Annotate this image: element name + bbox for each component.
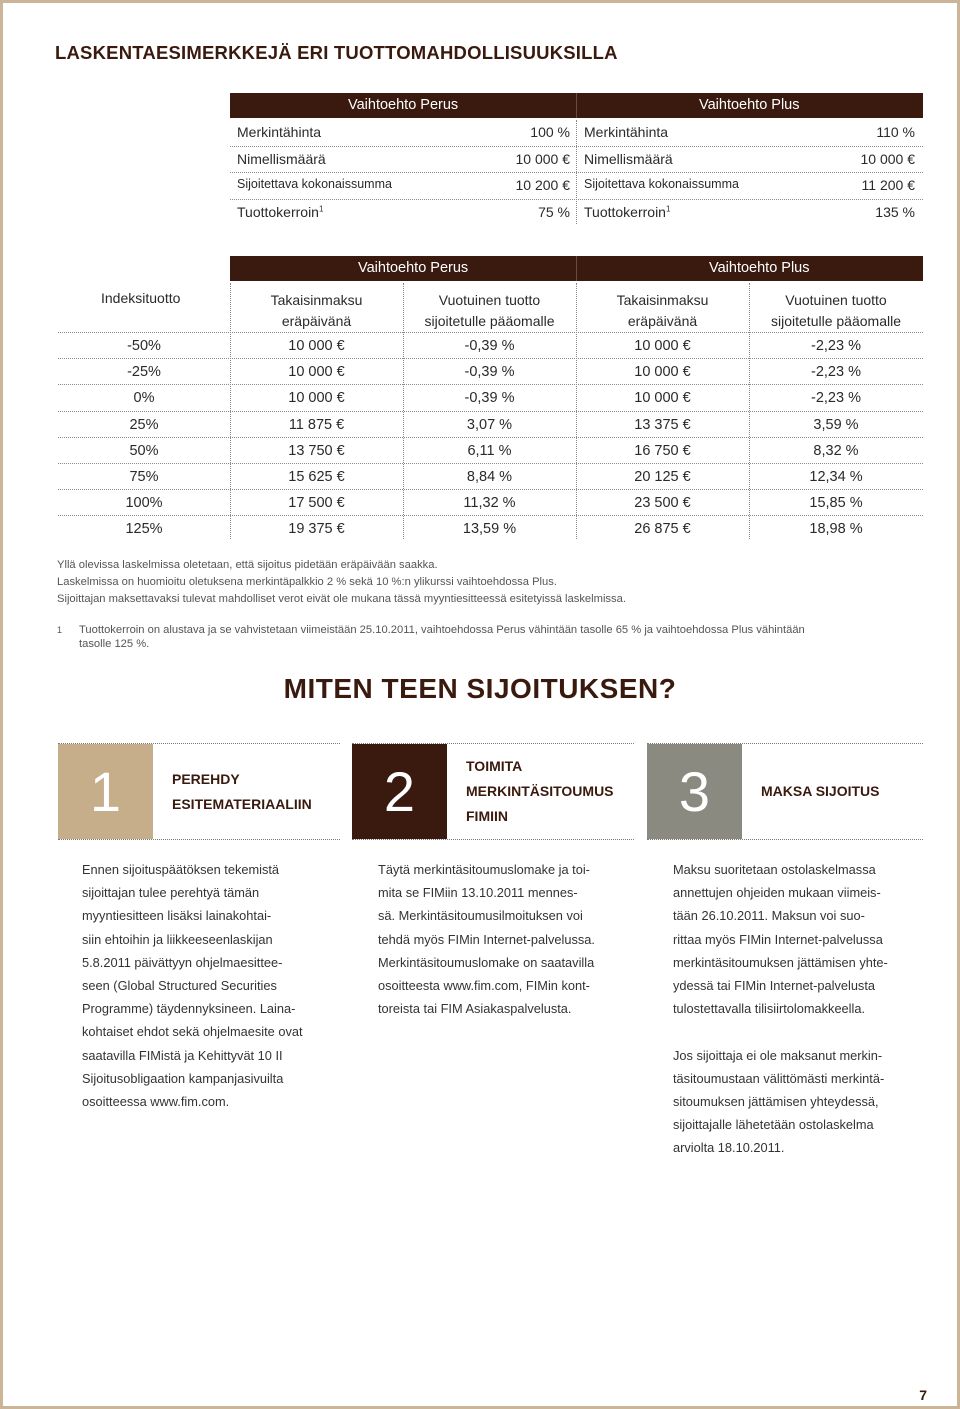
step-1-header <box>58 743 340 840</box>
plus-label: Sijoitettava kokonaissumma <box>584 177 739 191</box>
perus-label: Sijoitettava kokonaissumma <box>237 177 392 191</box>
plus-annual-return: 18,98 % <box>809 521 863 538</box>
col-perus-return: Vuotuinen tuotto sijoitetulle pääomalle <box>424 292 555 329</box>
perus-repayment: 19 375 € <box>288 521 345 538</box>
row-separator <box>58 384 923 385</box>
perus-annual-return: -0,39 % <box>464 338 515 354</box>
perus-value: 10 200 € <box>515 177 570 193</box>
perus-repayment: 10 000 € <box>288 390 345 407</box>
col-plus-repayment: Takaisinmaksu eräpäivänä <box>616 292 709 329</box>
plus-value: 135 % <box>875 203 915 220</box>
row-separator <box>58 437 923 438</box>
plus-label: Merkintähinta <box>584 124 669 140</box>
perus-annual-return: -0,39 % <box>464 390 515 407</box>
step-2-body: Täytä merkintäsitoumuslomake ja toi- mita se FIMiin 13.10.2011 mennes- sä. Merkintäsitoumusilmoituksen voi tehdä myös FIMin Internet-palvelussa. Merkintäsitoumuslomake on saatavilla osoitteesta www.fim.com, FIMin kont- toreista tai FIM Asiakaspalvelusta. <box>378 862 595 1017</box>
step-3-body: Maksu suoritetaan ostolaskelmassa annettujen ohjeiden mukaan viimeis- tään 26.10.2011. Maksun voi suo- rittaa myös FIMin Internet-palvelussa merkintäsitoumuksen jättämisen yhte- ydessä tai FIMin Internet-palvelusta tulostettavalla tilisiirtolomakkeella. Jos sijoittaja ei ole maksanut merkin- täsitoumustaan välittömästi merkintä- sitoumuksen jättämisen yhteydessä, sijoittajalle lähetetään ostolaskelma arviolta 18.10.2011. <box>673 862 888 1156</box>
plus-annual-return: -2,23 % <box>811 364 861 381</box>
footnote-ref: 1 <box>665 203 671 213</box>
index-return: 25% <box>129 416 159 433</box>
perus-repayment: 10 000 € <box>288 364 345 381</box>
index-return: -50% <box>127 338 161 354</box>
footnote-ref: 1 <box>318 203 324 213</box>
plus-annual-return: 8,32 % <box>813 442 859 459</box>
plus-value: 10 000 € <box>860 150 915 167</box>
index-return: 0% <box>133 390 155 407</box>
col-plus-return: Vuotuinen tuotto sijoitetulle pääomalle <box>771 292 901 329</box>
index-return: 100% <box>125 495 163 512</box>
perus-annual-return: 8,84 % <box>466 469 513 485</box>
step-number: 3 <box>647 744 742 839</box>
index-return: -25% <box>127 364 161 381</box>
perus-annual-return: 13,59 % <box>462 521 517 538</box>
note-line: Laskelmissa on huomioitu oletuksena merkintäpalkkio 2 % sekä 10 %:n ylikurssi vaihtoehdossa Plus. <box>57 576 557 588</box>
plus-annual-return: -2,23 % <box>811 338 861 354</box>
row-separator <box>58 358 923 359</box>
perus-repayment: 13 750 € <box>288 442 345 459</box>
row-separator <box>230 172 923 173</box>
plus-repayment: 10 000 € <box>634 390 691 407</box>
step-number: 1 <box>58 744 153 839</box>
step-label: TOIMITA MERKINTÄSITOUMUS FIMIIN <box>466 758 614 824</box>
index-return: 50% <box>129 442 159 459</box>
perus-annual-return: -0,39 % <box>464 364 515 381</box>
perus-repayment: 10 000 € <box>288 338 345 354</box>
section-title: LASKENTAESIMERKKEJÄ ERI TUOTTOMAHDOLLISUUKSILLA <box>55 42 618 63</box>
notes <box>57 557 626 608</box>
plus-annual-return: 3,59 % <box>813 416 859 433</box>
perus-value: 10 000 € <box>515 150 570 167</box>
plus-repayment: 20 125 € <box>634 469 691 485</box>
plus-repayment: 10 000 € <box>634 364 691 381</box>
table1-header-divider <box>576 93 577 118</box>
col-index-label: Indeksituotto <box>101 290 181 306</box>
perus-label: Tuottokerroin$^1$ <box>237 203 324 220</box>
page-number: 7 <box>919 1387 927 1403</box>
plus-annual-return: 15,85 % <box>809 495 863 512</box>
note-line: Yllä olevissa laskelmissa oletetaan, että sijoitus pidetään eräpäivään saakka. <box>57 559 438 571</box>
row-separator <box>58 411 923 412</box>
row-separator <box>58 489 923 490</box>
footnote-number: 1 <box>57 625 63 635</box>
col-perus-repayment: Takaisinmaksu eräpäivänä <box>270 292 363 329</box>
perus-label: Nimellismäärä <box>237 150 326 167</box>
row-separator <box>58 463 923 464</box>
step-1-body: Ennen sijoituspäätöksen tekemistä sijoittajan tulee perehtyä tämän myyntiesitteen lisäksi lainakohtai- siin ehtoihin ja liikkeeseenlaskijan 5.8.2011 päivättyyn ohjelmaesittee- seen (Global Structured Securities Programme) täydennyksineen. Laina- kohtaiset ehdot sekä ohjelmaesite ovat saatavilla FIMistä ja Kehittyvät 10 II Sijoitusobligaation kampanjasivuilta osoitteessa www.fim.com. <box>82 862 303 1110</box>
perus-repayment: 11 875 € <box>288 416 345 433</box>
plus-repayment: 16 750 € <box>634 442 691 459</box>
plus-repayment: 26 875 € <box>634 521 691 538</box>
table2-header-plus: Vaihtoehto Plus <box>709 260 810 276</box>
plus-label: Nimellismäärä <box>584 150 673 167</box>
plus-repayment: 23 500 € <box>634 495 691 512</box>
note-line: Sijoittajan maksettavaksi tulevat mahdolliset verot eivät ole mukana tässä myyntiesitteessä esitetyissä laskelmissa. <box>57 593 626 605</box>
perus-annual-return: 3,07 % <box>466 416 513 433</box>
table2-header-perus: Vaihtoehto Perus <box>358 260 469 276</box>
step-2-header <box>352 743 634 840</box>
perus-value: 75 % <box>538 203 570 220</box>
plus-value: 110 % <box>876 124 915 140</box>
plus-value: 11 200 € <box>861 177 915 193</box>
step-3-header <box>647 743 923 840</box>
plus-repayment: 13 375 € <box>634 416 691 433</box>
row-separator <box>230 199 923 200</box>
row-separator <box>230 146 923 147</box>
step-label: MAKSA SIJOITUS <box>761 783 880 799</box>
perus-repayment: 17 500 € <box>288 495 345 512</box>
index-return: 125% <box>125 521 163 538</box>
plus-repayment: 10 000 € <box>634 338 691 354</box>
plus-annual-return: 12,34 % <box>809 469 863 485</box>
perus-value: 100 % <box>530 124 570 140</box>
footnote-text: Tuottokerroin on alustava ja se vahvistetaan viimeistään 25.10.2011, vaihtoehdossa Perus vähintään tasolle 65 % ja vaihtoehdossa Plus vähintään tasolle 125 %. <box>79 624 805 650</box>
step-label: PEREHDY ESITEMATERIAALIIN <box>172 770 312 812</box>
perus-annual-return: 6,11 % <box>467 442 512 459</box>
footnote <box>57 623 817 651</box>
plus-annual-return: -2,23 % <box>811 390 861 407</box>
plus-label: Tuottokerroin$^1$ <box>584 203 671 220</box>
row-separator <box>58 515 923 516</box>
table2-header-divider <box>576 256 577 281</box>
step-number: 2 <box>352 744 447 839</box>
how-to-invest-title: MITEN TEEN SIJOITUKSEN? <box>283 673 677 704</box>
table1-header-plus: Vaihtoehto Plus <box>699 97 800 113</box>
header-separator <box>58 332 923 333</box>
table1-header-perus: Vaihtoehto Perus <box>348 97 459 113</box>
perus-repayment: 15 625 € <box>288 469 345 485</box>
index-return: 75% <box>129 469 159 485</box>
perus-label: Merkintähinta <box>237 124 322 140</box>
perus-annual-return: 11,32 % <box>463 495 516 512</box>
